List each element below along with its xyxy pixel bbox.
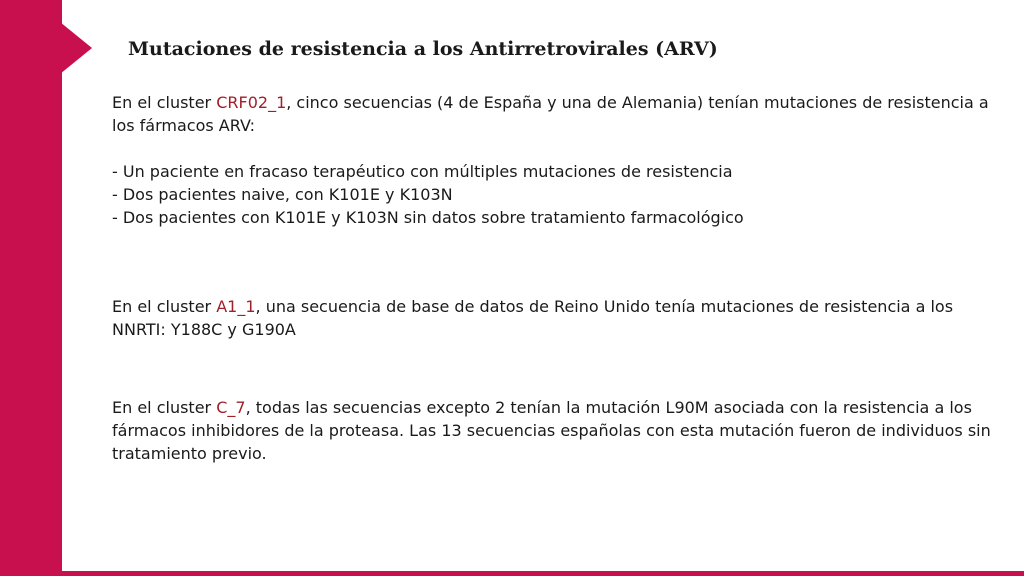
arrow-pointer-decoration: [60, 22, 92, 74]
paragraph-c7: [112, 396, 992, 465]
paragraph-prefix: En el cluster: [112, 398, 217, 417]
cluster-name-crf02: CRF02_1: [216, 93, 287, 112]
paragraph-crf02: [112, 91, 992, 137]
paragraph-prefix: En el cluster: [112, 297, 217, 316]
list-item: - Dos pacientes con K101E y K103N sin datos sobre tratamiento farmacológico: [112, 208, 744, 227]
cluster-name-c7: C_7: [216, 398, 246, 417]
paragraph-a1: [112, 295, 992, 341]
paragraph-prefix: En el cluster: [112, 93, 217, 112]
cluster-name-a1: A1_1: [216, 297, 256, 316]
patient-list: [112, 160, 992, 229]
list-item: - Dos pacientes naive, con K101E y K103N: [112, 185, 453, 204]
paragraph-text: , todas las secuencias excepto 2 tenían la mutación L90M asociada con la resistencia a los fármacos inhibidores de la proteasa. Las 13 secuencias españolas con esta mutación fueron de individuos sin tratamiento previo.: [112, 398, 991, 463]
paragraph-text: , una secuencia de base de datos de Reino Unido tenía mutaciones de resistencia a los NNRTI: Y188C y G190A: [112, 297, 954, 339]
paragraph-text: , cinco secuencias (4 de España y una de Alemania) tenían mutaciones de resistencia a los fármacos ARV:: [112, 93, 989, 135]
slide-title: Mutaciones de resistencia a los Antirretrovirales (ARV): [128, 38, 718, 60]
bottom-accent-band: [0, 571, 1024, 576]
list-item: - Un paciente en fracaso terapéutico con múltiples mutaciones de resistencia: [112, 162, 733, 181]
left-accent-band: [0, 0, 62, 576]
